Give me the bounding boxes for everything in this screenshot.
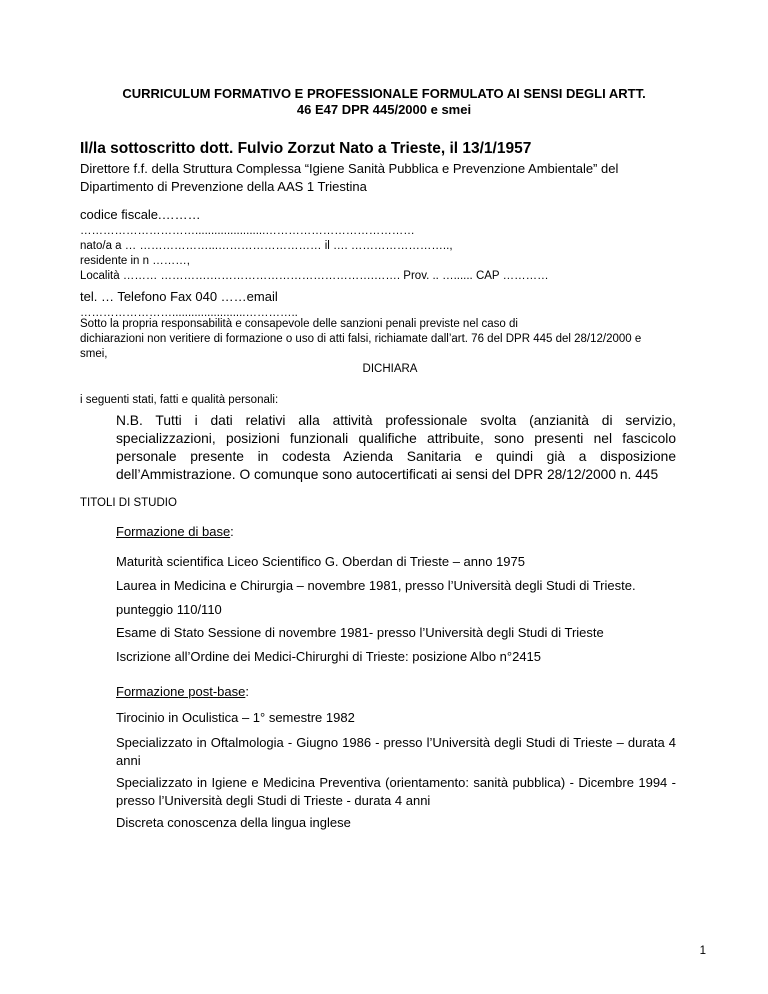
dotted-line-2: …………………….......................…………..: [80, 307, 298, 319]
base-item: Maturità scientifica Liceo Scientifico G. Oberdan di Trieste – anno 1975: [116, 554, 525, 569]
post-training-heading: [116, 683, 676, 701]
post-item: Specializzato in Oftalmologia - Giugno 1986 - presso l’Università degli Studi di Trieste – durata 4 anni: [116, 735, 676, 768]
statement-line-3: smei,: [80, 348, 108, 360]
base-item: Iscrizione all’Ordine dei Medici-Chirurghi di Trieste: posizione Albo n°2415: [116, 649, 542, 664]
phone-email-field: tel. … Telefono Fax 040 ……email: [80, 289, 278, 304]
post-item: Tirocinio in Oculistica – 1° semestre 1982: [116, 710, 355, 725]
base-training-colon: :: [230, 524, 234, 539]
residence-field: residente in n ………,: [80, 255, 190, 267]
dichiara-heading: DICHIARA: [362, 363, 418, 375]
statement-line-2: dichiarazioni non veritiere di formazione o uso di atti falsi, richiamate dall’art. 76 del DPR 445 del 28/12/2000 e: [80, 333, 642, 345]
locality-field: Località ……… ………….…………………………………….……. Prov. .. …...... CAP …………: [80, 270, 549, 282]
post-training-title: Formazione post-base: [116, 684, 246, 699]
post-training-colon: :: [245, 684, 249, 699]
base-item: Esame di Stato Sessione di novembre 1981- presso l’Università degli Studi di Trieste: [116, 625, 604, 640]
base-training-heading: [116, 523, 676, 541]
title-line-1: CURRICULUM FORMATIVO E PROFESSIONALE FORMULATO AI SENSI DEGLI ARTT.: [122, 86, 646, 101]
statement-line-1: Sotto la propria responsabilità e consapevole delle sanzioni penali previste nel caso di: [80, 318, 518, 330]
base-training-title: Formazione di base: [116, 524, 231, 539]
role-line-1: Direttore f.f. della Struttura Complessa “Igiene Sanità Pubblica e Prevenzione Ambientale” del: [80, 161, 619, 176]
role-line-2: Dipartimento di Prevenzione della AAS 1 Triestina: [80, 179, 367, 194]
post-item: Specializzato in Igiene e Medicina Preventiva (orientamento: sanità pubblica) - Dicembre 1994 - presso l’Università degli Studi di Trieste - durata 4 anni: [116, 775, 676, 808]
responsibility-statement: [80, 317, 700, 377]
personal-data-form: [80, 206, 680, 284]
base-item: punteggio 110/110: [116, 602, 222, 617]
note-paragraph: N.B. Tutti i dati relativi alla attività professionale svolta (anzianità di servizio, specializzazioni, posizioni funzionali qualifiche attribuite, sono presenti nel fascicolo personale presente in codesta Azienda Sanitaria e quindi già a disposizione dell’Ammistrazione. O comunque sono autocertificati ai sensi del DPR 28/12/2000 n. 445: [116, 413, 676, 482]
codice-fiscale-field: codice fiscale.………: [80, 207, 201, 222]
declarant-heading: Il/la sottoscritto dott. Fulvio Zorzut Nato a Trieste, il 13/1/1957: [80, 140, 532, 157]
document-title: [60, 86, 708, 118]
base-item: Laurea in Medicina e Chirurgia – novembre 1981, presso l’Università degli Studi di Trieste.: [116, 578, 636, 593]
page-number: 1: [699, 945, 706, 957]
title-line-2: 46 E47 DPR 445/2000 e smei: [296, 102, 472, 117]
post-item: Discreta conoscenza della lingua inglese: [116, 815, 351, 830]
statement-intro: i seguenti stati, fatti e qualità personali:: [80, 394, 279, 406]
titoli-heading: TITOLI DI STUDIO: [80, 497, 177, 509]
birth-field: nato/a a … ………………...……………………… il …. ……………………..,: [80, 240, 453, 252]
dotted-line: …………………………......................…………………………………: [80, 225, 415, 237]
declarant-role: [80, 160, 680, 196]
